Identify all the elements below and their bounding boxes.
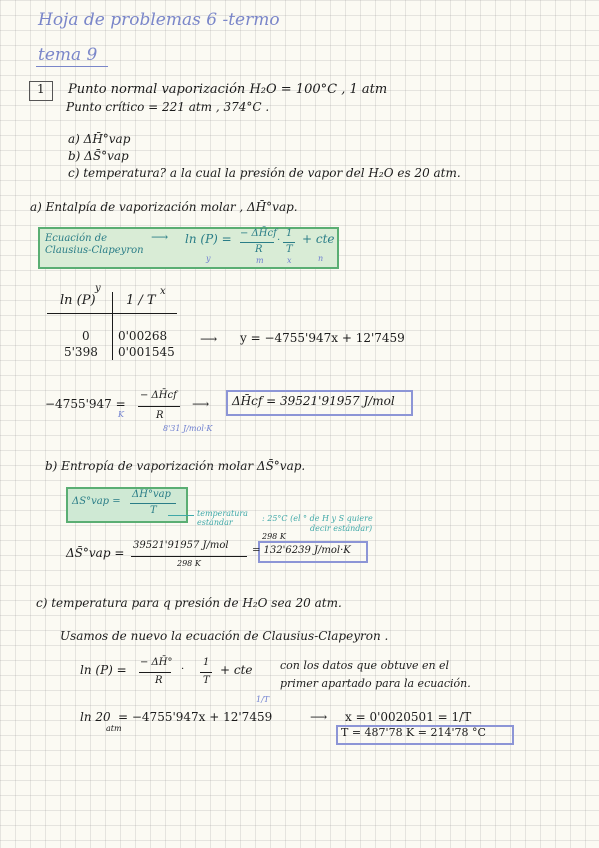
- table-y-label: y: [95, 283, 101, 294]
- slope-frac-bar: [138, 406, 180, 407]
- c-note-1: con los datos que obtuve en el: [280, 659, 450, 672]
- slope-num: − ΔH̄cf: [140, 390, 177, 401]
- one-over-t-note: 1/T: [256, 695, 270, 704]
- problem-line-1: Punto normal vaporización H₂O = 100°C , 1 atm: [68, 82, 388, 97]
- slope-den: R: [156, 410, 164, 421]
- note-estandar: estándar: [197, 518, 233, 527]
- c-eq-den2: T: [203, 675, 210, 686]
- entropy-formula-bar: [130, 503, 176, 504]
- part-c-heading: c) temperatura para q presión de H₂O sea 20 atm.: [36, 596, 342, 610]
- problem-number: 1: [37, 82, 45, 96]
- topic-title: tema 9: [38, 45, 98, 65]
- table-divider: [112, 292, 113, 360]
- green-eq-dot: ·: [277, 235, 281, 246]
- green-arrow: ⟶: [151, 230, 169, 244]
- entropy-formula-lhs: ΔS°vap =: [72, 496, 121, 507]
- slope-lhs: −4755'947 =: [45, 397, 126, 411]
- table-row1-col1: 0: [82, 329, 90, 343]
- var-n: n: [318, 254, 324, 263]
- entropy-calc-lhs: ΔS̄°vap =: [66, 546, 125, 560]
- note-298k: 298 K: [262, 532, 286, 541]
- green-eq-num: − ΔH̄cf: [240, 228, 277, 239]
- table-row1-col2: 0'00268: [118, 329, 168, 343]
- r-value: 8'31 J/mol·K: [163, 424, 213, 433]
- question-a: a) ΔH̄°vap: [68, 132, 131, 146]
- problem-line-2: Punto crítico = 221 atm , 374°C .: [66, 100, 270, 114]
- topic-underline: [36, 66, 108, 67]
- part-a-heading: a) Entalpía de vaporización molar , ΔH̄°vap.: [30, 200, 298, 214]
- entropy-formula-den: T: [150, 505, 157, 516]
- c-eq-lhs: ln (P) =: [80, 663, 127, 677]
- green-eq-den: R: [255, 244, 263, 255]
- green-eq-lhs: ln (P) =: [185, 232, 232, 246]
- result-b: = 132'6239 J/mol·K: [252, 545, 351, 556]
- table-col2-header: 1 / T: [126, 293, 156, 308]
- c-ln20-rhs: = −4755'947x + 12'7459: [118, 710, 273, 724]
- c-eq-dot: ·: [181, 664, 185, 675]
- c-eq-num: − ΔH̄°: [140, 657, 173, 668]
- part-c-line1: Usamos de nuevo la ecuación de Clausius-Clapeyron .: [60, 629, 389, 643]
- linear-fit: y = −4755'947x + 12'7459: [240, 331, 405, 345]
- green-eq-den2: T: [286, 244, 293, 255]
- c-eq-den: R: [155, 675, 163, 686]
- c-eq-bar2: [200, 672, 212, 673]
- c-ln20: ln 20: [80, 710, 111, 724]
- note-pointer: [168, 515, 194, 516]
- fit-arrow: ⟶: [200, 332, 218, 346]
- var-x: x: [287, 256, 292, 265]
- page-title: Hoja de problemas 6 -termo: [38, 10, 280, 30]
- table-row2-col1: 5'398: [64, 345, 98, 359]
- green-eq-frac-bar2: [283, 242, 295, 243]
- entropy-calc-num: 39521'91957 J/mol: [133, 540, 229, 551]
- c-x-result: x = 0'0020501 = 1/T: [345, 710, 472, 724]
- green-eq-num2: 1: [286, 228, 293, 239]
- c-eq-tail: + cte: [220, 663, 253, 677]
- table-x-label: x: [160, 286, 166, 297]
- c-note-2: primer apartado para la ecuación.: [280, 677, 471, 690]
- entropy-calc-bar: [131, 556, 247, 557]
- c-arrow: ⟶: [310, 710, 328, 724]
- part-b-heading: b) Entropía de vaporización molar ΔS̄°vap.: [45, 459, 306, 473]
- table-col1-header: ln (P): [60, 293, 96, 308]
- var-y: y: [206, 254, 211, 263]
- entropy-formula-num: ΔH°vap: [132, 489, 171, 500]
- question-c: c) temperatura? a la cual la presión de vapor del H₂O es 20 atm.: [68, 166, 461, 180]
- c-eq-num2: 1: [203, 657, 210, 668]
- note-temperatura: temperatura: [197, 509, 248, 518]
- var-m: m: [256, 256, 264, 265]
- result-a: ΔH̄cf = 39521'91957 J/mol: [232, 394, 395, 408]
- green-eq-tail: + cte: [302, 232, 335, 246]
- green-label-1: Ecuación de: [45, 233, 108, 244]
- green-eq-frac-bar: [240, 242, 274, 243]
- final-result: T = 487'78 K = 214'78 °C: [341, 726, 486, 739]
- table-row2-col2: 0'001545: [118, 345, 175, 359]
- slope-unit-k: K: [118, 410, 124, 419]
- slope-arrow: ⟶: [192, 397, 210, 411]
- c-eq-bar: [139, 672, 171, 673]
- note-25c: : 25°C (el ° de H y S quiere: [262, 514, 373, 523]
- note-decir: decir estándar): [310, 524, 373, 533]
- question-b: b) ΔS̄°vap: [68, 149, 129, 163]
- green-label-2: Clausius-Clapeyron: [45, 245, 144, 256]
- entropy-calc-den: 298 K: [177, 559, 201, 568]
- c-atm: atm: [106, 724, 122, 733]
